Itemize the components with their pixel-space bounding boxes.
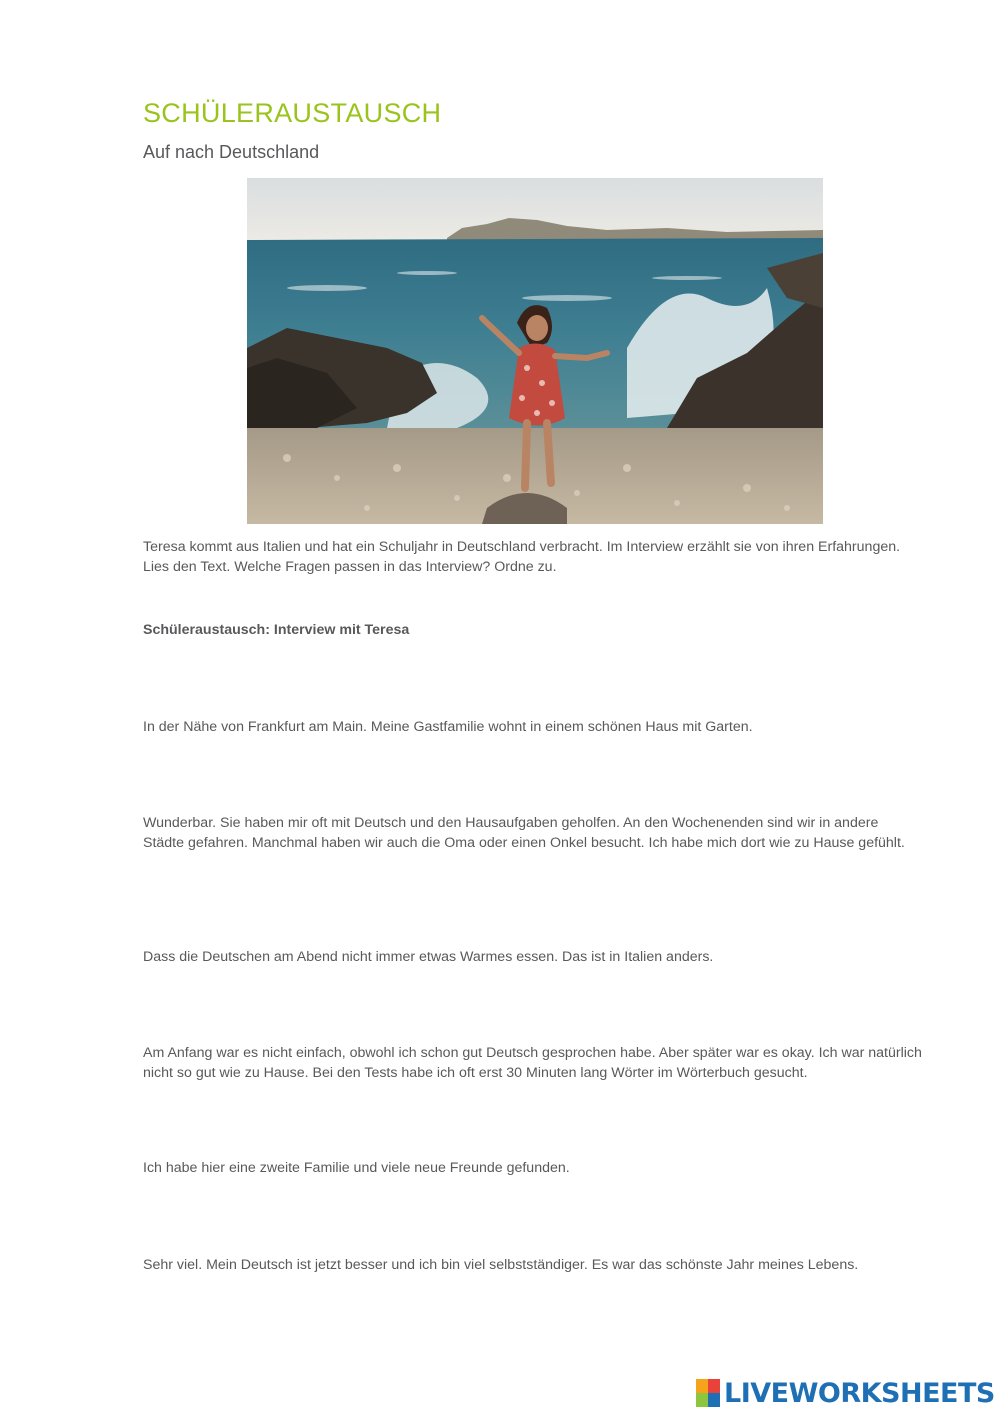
question-drop-zone-1[interactable] <box>143 666 923 690</box>
question-drop-zone-2[interactable] <box>143 764 923 788</box>
intro-text: Teresa kommt aus Italien und hat ein Schuljahr in Deutschland verbracht. Im Interview erzählt sie von ihren Erfahrungen. Lies den Text. Welche Fragen passen in das Interview? Ordne zu. <box>143 539 901 575</box>
answer-text-4: Am Anfang war es nicht einfach, obwohl ich schon gut Deutsch gesprochen habe. Aber später war es okay. Ich war natürlich nicht so gut wie zu Hause. Bei den Tests habe ich oft erst 30 Minuten lang Wörter im Wörterbuch gesucht. <box>143 1045 922 1081</box>
answer-text-6: Sehr viel. Mein Deutsch ist jetzt besser und ich bin viel selbstständiger. Es war das schönste Jahr meines Lebens. <box>143 1257 859 1273</box>
question-drop-zone-6[interactable] <box>143 1208 923 1232</box>
page-subtitle: Auf nach Deutschland <box>143 142 320 162</box>
answer-text-3: Dass die Deutschen am Abend nicht immer etwas Warmes essen. Das ist in Italien anders. <box>143 949 714 965</box>
answer-text-5: Ich habe hier eine zweite Familie und viele neue Freunde gefunden. <box>143 1160 570 1176</box>
brand-name: LIVEWORKSHEETS <box>724 1377 995 1409</box>
question-drop-zone-3[interactable] <box>143 900 923 924</box>
interview-heading: Schüleraustausch: Interview mit Teresa <box>143 622 410 638</box>
liveworksheets-logo <box>696 1376 996 1410</box>
answer-text-1: In der Nähe von Frankfurt am Main. Meine Gastfamilie wohnt in einem schönen Haus mit Garten. <box>143 719 753 735</box>
logo-blocks-icon <box>696 1379 720 1407</box>
beach-photo <box>247 178 823 524</box>
question-drop-zone-4[interactable] <box>143 996 923 1020</box>
answer-text-2: Wunderbar. Sie haben mir oft mit Deutsch und den Hausaufgaben geholfen. An den Wochenenden sind wir in andere Städte gefahren. Manchmal haben wir auch die Oma oder einen Onkel besucht. Ich habe mich dort wie zu Hause gefühlt. <box>143 815 905 851</box>
question-drop-zone-5[interactable] <box>143 1112 923 1136</box>
page-title: SCHÜLERAUSTAUSCH <box>143 98 442 128</box>
